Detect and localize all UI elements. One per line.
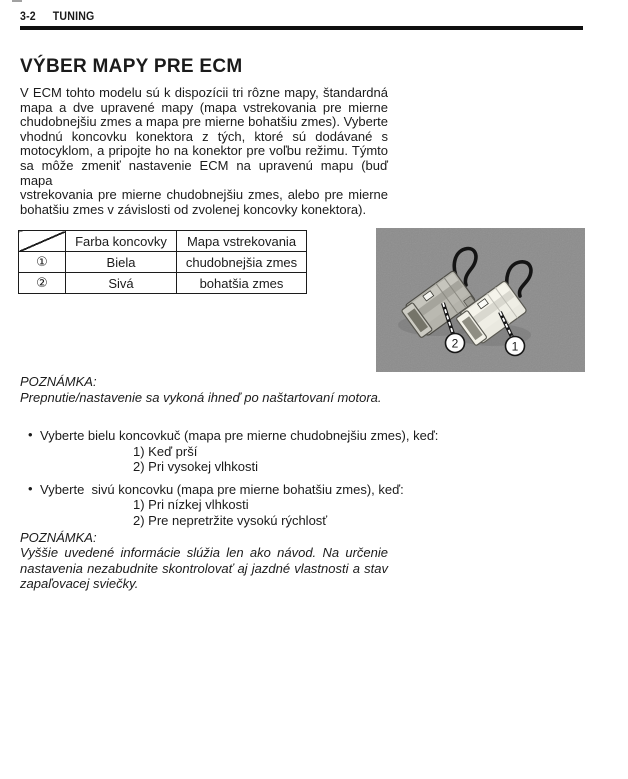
scan-artifact — [12, 0, 22, 2]
map-selection-table — [18, 230, 307, 294]
sub-item: 1) Pri nízkej vlhkosti — [133, 497, 249, 512]
note-line: zapaľovacej sviečky. — [20, 576, 139, 592]
bullet-text: Vyberte sivú koncovku (mapa pre mierne bohatšiu zmes), keď: — [40, 481, 404, 497]
article-title: VÝBER MAPY PRE ECM — [20, 56, 243, 77]
row-color: Biela — [66, 252, 177, 273]
bullet-item — [20, 428, 460, 444]
callout-label-right: 1 — [511, 339, 519, 354]
row-number: ① — [19, 252, 66, 273]
intro-paragraph — [20, 86, 388, 217]
sub-item: 2) Pre nepretržite vysokú rýchlosť — [133, 512, 328, 528]
page-header — [20, 11, 94, 23]
section-title: TUNING — [52, 11, 95, 23]
note-1 — [20, 374, 382, 406]
intro-line: vstrekovania pre mierne chudobnejšiu zmes, alebo pre mierne — [20, 187, 388, 203]
row-number: ② — [19, 273, 66, 294]
note-2 — [20, 530, 388, 592]
table-header-map: Mapa vstrekovania — [177, 231, 307, 252]
row-color: Sivá — [66, 273, 177, 294]
table-row — [19, 273, 307, 294]
note-line: nastavenia nezabudnite skontrolovať aj jazdné vlastnosti a stav — [20, 560, 388, 576]
note-label: POZNÁMKA: — [20, 374, 97, 389]
connector-photo-svg — [376, 228, 585, 372]
connector-photo — [376, 228, 585, 372]
intro-line: mapa a dve upravené mapy (mapa vstrekovania pre mierne — [20, 99, 388, 115]
bullet-text: Vyberte bielu koncovkuč (mapa pre mierne chudobnejšiu zmes), keď: — [40, 428, 439, 443]
intro-line: bohatšiu zmes v závislosti od zvolenej koncovky konektora). — [20, 201, 367, 217]
intro-line: V ECM tohto modelu sú k dispozícii tri rôzne mapy, štandardná — [20, 85, 388, 100]
row-map: chudobnejšia zmes — [177, 252, 307, 273]
bullet-group — [20, 482, 460, 529]
note-text: Prepnutie/nastavenie sa vykoná ihneď po naštartovaní motora. — [20, 390, 382, 405]
sub-item: 2) Pri vysokej vlhkosti — [133, 459, 258, 474]
bullet-group — [20, 428, 460, 475]
bullet-marker: • — [28, 480, 33, 496]
table-row — [19, 252, 307, 273]
intro-line: motocyklom, a pripojte ho na konektor pre voľbu režimu. Týmto — [20, 143, 388, 159]
bullet-marker: • — [28, 427, 33, 442]
table-header-color: Farba koncovky — [66, 231, 177, 252]
row-map: bohatšia zmes — [177, 273, 307, 294]
header-rule — [20, 26, 583, 30]
table-header-row — [19, 231, 307, 252]
note-line: Vyššie uvedené informácie slúžia len ako návod. Na určenie — [20, 545, 388, 561]
bullet-list — [20, 428, 460, 535]
note-label: POZNÁMKA: — [20, 530, 97, 545]
section-number: 3-2 — [20, 11, 36, 23]
bullet-item — [20, 482, 460, 498]
intro-line: chudobnejšiu zmes a mapa pre mierne bohatšiu zmes). Vyberte — [20, 114, 388, 130]
callout-label-left: 2 — [451, 336, 459, 351]
intro-line: vhodnú koncovku konektora z tých, ktoré sú dodávané s — [20, 128, 388, 144]
table-corner-cell — [19, 231, 66, 252]
sub-item: 1) Keď prší — [133, 443, 198, 459]
intro-line: sa môže zmeniť nastavenie ECM na upravenú mapu (buď mapa — [20, 157, 388, 188]
